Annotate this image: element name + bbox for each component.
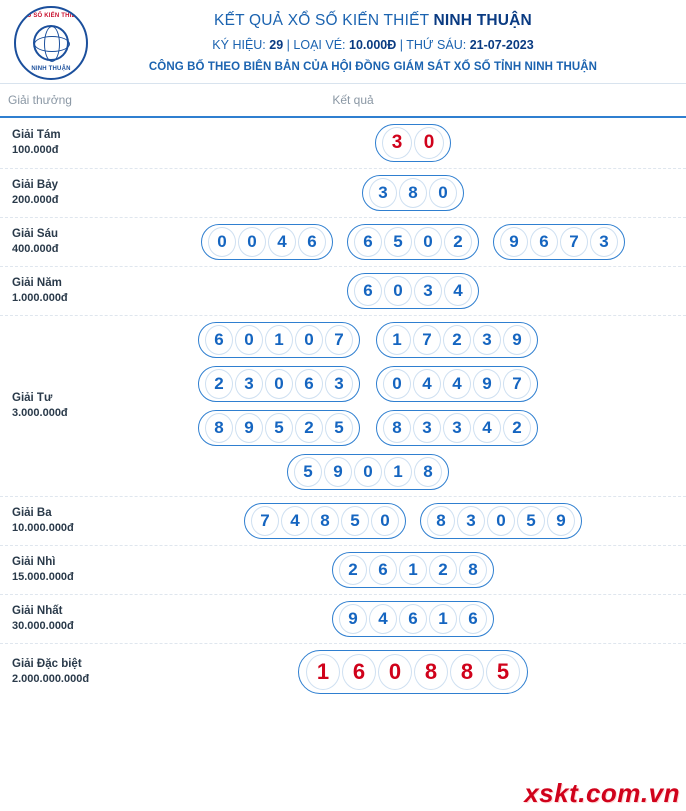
title-block [10, 12, 676, 73]
prize-name: Giải Đặc biệt [12, 658, 82, 670]
page-title-prefix: KẾT QUẢ XỔ SỐ KIẾN THIẾT [214, 12, 429, 29]
number-group [375, 124, 451, 162]
table-row [0, 497, 686, 546]
number-group [347, 224, 479, 260]
prize-cell [6, 276, 150, 306]
digit: 0 [371, 506, 399, 536]
site-watermark: xskt.com.vn [524, 778, 680, 808]
digit: 8 [414, 457, 442, 487]
digit: 4 [443, 369, 471, 399]
digit: 0 [265, 369, 293, 399]
globe-icon [33, 25, 69, 61]
page-title [80, 12, 666, 30]
prize-name: Giải Nhất [12, 605, 63, 617]
prize-cell [6, 657, 150, 687]
prize-name: Giải Tư [12, 392, 53, 404]
result-cell [150, 322, 590, 490]
digit: 7 [503, 369, 531, 399]
digit: 2 [503, 413, 531, 443]
digit: 6 [205, 325, 233, 355]
meta-label-type: LOẠI VÉ: [293, 38, 346, 52]
digit: 7 [560, 227, 588, 257]
result-cell [150, 124, 680, 162]
table-row [0, 316, 686, 497]
prize-name: Giải Sáu [12, 228, 59, 240]
digit: 4 [413, 369, 441, 399]
digit: 0 [414, 127, 444, 159]
meta-separator-2: | [399, 38, 403, 52]
digit: 0 [238, 227, 266, 257]
logo-bottom-label: NINH THUẬN [31, 66, 71, 72]
digit: 3 [590, 227, 618, 257]
table-row [0, 546, 686, 595]
digit: 9 [324, 457, 352, 487]
result-cell [150, 273, 680, 309]
digit: 7 [325, 325, 353, 355]
result-cell [150, 224, 680, 260]
digit: 5 [265, 413, 293, 443]
prize-amount: 200.000đ [12, 194, 59, 206]
digit: 9 [503, 325, 531, 355]
number-group [347, 273, 479, 309]
result-cell [150, 650, 680, 694]
digit: 1 [383, 325, 411, 355]
digit: 6 [530, 227, 558, 257]
prize-cell [6, 178, 150, 208]
provincial-lottery-logo [14, 6, 88, 80]
meta-label-symbol: KÝ HIỆU: [212, 38, 266, 52]
number-group [198, 366, 360, 402]
digit: 8 [399, 178, 427, 208]
meta-value-type: 10.000Đ [349, 38, 397, 52]
digit: 4 [281, 506, 309, 536]
prize-amount: 10.000.000đ [12, 522, 74, 534]
table-row [0, 218, 686, 267]
column-header-result: Kết quả [332, 93, 374, 107]
page-title-province: NINH THUẬN [433, 12, 532, 29]
meta-separator-1: | [286, 38, 290, 52]
number-group [287, 454, 449, 490]
digit: 3 [457, 506, 485, 536]
digit: 6 [295, 369, 323, 399]
digit: 2 [295, 413, 323, 443]
result-cell [150, 503, 680, 539]
prize-cell [6, 227, 150, 257]
prize-cell [6, 391, 150, 421]
digit: 2 [443, 325, 471, 355]
prize-cell [6, 604, 150, 634]
digit: 1 [384, 457, 412, 487]
number-group [376, 366, 538, 402]
number-group [244, 503, 406, 539]
prize-amount: 2.000.000.000đ [12, 673, 90, 685]
digit: 8 [205, 413, 233, 443]
prize-cell [6, 128, 150, 158]
number-group [201, 224, 333, 260]
digit: 6 [354, 276, 382, 306]
digit: 3 [369, 178, 397, 208]
digit: 0 [384, 276, 412, 306]
digit: 0 [487, 506, 515, 536]
result-cell [150, 552, 680, 588]
number-group [376, 410, 538, 446]
digit: 6 [459, 604, 487, 634]
digit: 3 [235, 369, 263, 399]
digit: 3 [473, 325, 501, 355]
digit: 8 [311, 506, 339, 536]
digit: 6 [354, 227, 382, 257]
digit: 3 [443, 413, 471, 443]
digit: 2 [444, 227, 472, 257]
digit: 0 [429, 178, 457, 208]
prize-cell [6, 555, 150, 585]
prize-amount: 100.000đ [12, 144, 59, 156]
table-row [0, 595, 686, 644]
announcement-note: CÔNG BỐ THEO BIÊN BẢN CỦA HỘI ĐỒNG GIÁM SÁT XỔ SỐ TỈNH NINH THUẬN [148, 61, 598, 73]
meta-value-symbol: 29 [269, 38, 284, 52]
results-table-body [0, 118, 686, 700]
digit: 2 [429, 555, 457, 585]
digit: 9 [500, 227, 528, 257]
prize-name: Giải Tám [12, 129, 61, 141]
digit: 8 [414, 654, 448, 690]
digit: 5 [294, 457, 322, 487]
digit: 5 [341, 506, 369, 536]
prize-cell [6, 506, 150, 536]
number-group [376, 322, 538, 358]
digit: 1 [429, 604, 457, 634]
table-row [0, 644, 686, 700]
digit: 5 [325, 413, 353, 443]
digit: 8 [450, 654, 484, 690]
table-row [0, 169, 686, 218]
digit: 0 [354, 457, 382, 487]
digit: 1 [399, 555, 427, 585]
digit: 6 [399, 604, 427, 634]
meta-value-date: 21-07-2023 [469, 38, 534, 52]
digit: 2 [339, 555, 367, 585]
number-group [332, 552, 494, 588]
digit: 3 [413, 413, 441, 443]
digit: 6 [342, 654, 376, 690]
digit: 0 [414, 227, 442, 257]
number-group [362, 175, 464, 211]
digit: 0 [295, 325, 323, 355]
digit: 5 [517, 506, 545, 536]
number-group [198, 322, 360, 358]
digit: 7 [413, 325, 441, 355]
digit: 7 [251, 506, 279, 536]
digit: 8 [427, 506, 455, 536]
digit: 1 [265, 325, 293, 355]
results-table-header [0, 84, 686, 118]
table-row [0, 118, 686, 169]
digit: 5 [486, 654, 520, 690]
digit: 0 [208, 227, 236, 257]
prize-name: Giải Ba [12, 507, 52, 519]
digit: 5 [384, 227, 412, 257]
number-group [332, 601, 494, 637]
prize-amount: 400.000đ [12, 243, 59, 255]
number-group [493, 224, 625, 260]
digit: 9 [339, 604, 367, 634]
prize-amount: 3.000.000đ [12, 407, 68, 419]
prize-name: Giải Năm [12, 277, 62, 289]
result-cell [150, 601, 680, 637]
digit: 9 [473, 369, 501, 399]
column-header-prize: Giải thưởng [8, 93, 72, 107]
digit: 6 [369, 555, 397, 585]
prize-amount: 1.000.000đ [12, 292, 68, 304]
number-group [298, 650, 528, 694]
digit: 2 [205, 369, 233, 399]
digit: 6 [298, 227, 326, 257]
digit: 3 [382, 127, 412, 159]
digit: 0 [383, 369, 411, 399]
number-group [420, 503, 582, 539]
prize-name: Giải Nhì [12, 556, 56, 568]
digit: 3 [414, 276, 442, 306]
digit: 0 [235, 325, 263, 355]
digit: 4 [444, 276, 472, 306]
digit: 9 [547, 506, 575, 536]
digit: 8 [459, 555, 487, 585]
prize-name: Giải Bảy [12, 179, 59, 191]
meta-label-date: THỨ SÁU: [406, 38, 467, 52]
digit: 4 [473, 413, 501, 443]
digit: 9 [235, 413, 263, 443]
table-row [0, 267, 686, 316]
page-header [0, 0, 686, 84]
digit: 4 [268, 227, 296, 257]
prize-amount: 30.000.000đ [12, 620, 74, 632]
digit: 3 [325, 369, 353, 399]
digit: 0 [378, 654, 412, 690]
digit: 1 [306, 654, 340, 690]
digit: 4 [369, 604, 397, 634]
ticket-meta [80, 38, 666, 52]
digit: 8 [383, 413, 411, 443]
result-cell [150, 175, 680, 211]
prize-amount: 15.000.000đ [12, 571, 74, 583]
number-group [198, 410, 360, 446]
logo-top-label: XỔ SỐ KIẾN THIẾT [22, 13, 80, 19]
